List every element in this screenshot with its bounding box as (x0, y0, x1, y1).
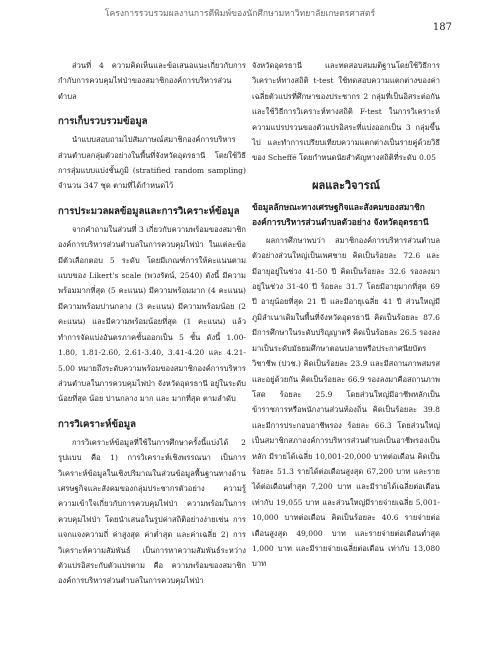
data-collection-paragraph: นำแบบสอบถามไปสัมภาษณ์สมาชิกองค์การบริหารส่วนตำบลกลุ่มตัวอย่างในพื้นที่จังหวัดอุดรธานี โดยใช้วิธีการสุ่มแบบแบ่งชั้นภูมิ (stratified random sampling) จำนวน 347 ชุด ตามที่ได้กำหนดไว้ (58, 135, 246, 191)
left-column (58, 58, 246, 593)
analysis-continued-paragraph: จังหวัดอุดรธานี และทดสอบสมมติฐานโดยใช้วิธีการวิเคราะห์ทางสถิติ t-test ใช้ทดสอบความแตกต่างของค่าเฉลี่ยตัวแปรที่ศึกษาของประชากร 2 กลุ่มที่เป็นอิสระต่อกัน และใช้วิธีการวิเคราะห์ทางสถิติ F-test ในการวิเคราะห์ความแปรปรวนของตัวแปรอิสระที่แบ่งออกเป็น 3 กลุ่มขึ้นไป และทำการเปรียบเทียบความแตกต่างเป็นรายคู่ด้วยวิธีของ Scheffé โดยกำหนดนัยสำคัญทางสถิติที่ระดับ 0.05 (252, 61, 440, 163)
section-heading-data-processing: การประมวลผลข้อมูลและการวิเคราะห์ข้อมูล (58, 205, 240, 217)
running-header: โครงการรวบรวมผลงานการตีพิมพ์ของนักศึกษามหาวิทยาลัยเกษตรศาสตร์ (104, 9, 376, 19)
section-heading-data-analysis: การวิเคราะห์ข้อมูล (58, 418, 136, 430)
subsection-heading-socioeconomic: ข้อมูลลักษณะทางเศรษฐกิจและสังคมของสมาชิกองค์การบริหารส่วนตำบลตัวอย่าง จังหวัดอุดรธานี (252, 201, 429, 227)
data-processing-paragraph: จากคำถามในส่วนที่ 3 เกี่ยวกับความพร้อมของสมาชิกองค์การบริหารส่วนตำบลในการควบคุมไฟป่า ในแต่ละข้อมีตัวเลือกตอบ 5 ระดับ โดยมีเกณฑ์การให้คะแนนตามแบบของ Likert's scale (พวงรัตน์, 2540) ดังนี้ มีความพร้อมมากที่สุด (5 คะแนน) มีความพร้อมมาก (4 คะแนน) มีความพร้อมปานกลาง (3 คะแนน) มีความพร้อมน้อย (2 คะแนน) และมีความพร้อมน้อยที่สุด (1 คะแนน) แล้วทำการจัดแบ่งอันตรภาคชั้นออกเป็น 5 ชั้น ดังนี้ 1.00-1.80, 1.81-2.60, 2.61-3.40, 3.41-4.20 และ 4.21-5.00 หมายถึงระดับความพร้อมของสมาชิกองค์การบริหารส่วนตำบลในการควบคุมไฟป่า จังหวัดอุดรธานี อยู่ในระดับน้อยที่สุด น้อย ปานกลาง มาก และ มากที่สุด ตามลำดับ (58, 224, 246, 404)
section-heading-data-collection: การเก็บรวบรวมข้อมูล (58, 116, 148, 128)
page-number: 187 (432, 22, 452, 33)
results-heading: ผลและวิจารณ์ (312, 178, 380, 192)
data-analysis-paragraph: การวิเคราะห์ข้อมูลที่ใช้ในการศึกษาครั้งนี้แบ่งได้ 2 รูปแบบ คือ 1) การวิเคราะห์เชิงพรรณนา เป็นการวิเคราะห์ข้อมูลในเชิงปริมาณในส่วนข้อมูลพื้นฐานทางด้านเศรษฐกิจและสังคมของกลุ่มประชากรตัวอย่าง ความรู้ความเข้าใจเกี่ยวกับการควบคุมไฟป่า ความพร้อมในการควบคุมไฟป่า โดยนำเสนอในรูปค่าสถิติอย่างง่ายเช่น การแจกแจงความถี่ ค่าสูงสุด ค่าต่ำสุด และค่าเฉลี่ย 2) การวิเคราะห์ความสัมพันธ์ เป็นการหาความสัมพันธ์ระหว่างตัวแปรอิสระกับตัวแปรตาม คือ ความพร้อมของสมาชิกองค์การบริหารส่วนตำบลในการควบคุมไฟป่า (58, 437, 246, 586)
right-column (252, 58, 440, 576)
intro-paragraph: ส่วนที่ 4 ความคิดเห็นและข้อเสนอแนะเกี่ยวกับการกำกับการควบคุมไฟป่าของสมาชิกองค์การบริหารส่วนตำบล (58, 61, 246, 101)
results-paragraph: ผลการศึกษาพบว่า สมาชิกองค์การบริหารส่วนตำบลตัวอย่างส่วนใหญ่เป็นเพศชาย คิดเป็นร้อยละ 72.6 และมีอายุอยู่ในช่วง 41-50 ปี คิดเป็นร้อยละ 32.6 รองลงมาอยู่ในช่วง 31-40 ปี ร้อยละ 31.7 โดยมีอายุมากที่สุด 69 ปี อายุน้อยที่สุด 21 ปี และมีอายุเฉลี่ย 41 ปี ส่วนใหญ่มีภูมิลำเนาเดิมในพื้นที่จังหวัดอุดรธานี คิดเป็นร้อยละ 87.6 มีการศึกษาในระดับปริญญาตรี คิดเป็นร้อยละ 26.5 รองลงมาเป็นระดับมัธยมศึกษาตอนปลายหรือประกาศนียบัตรวิชาชีพ (ปวช.) คิดเป็นร้อยละ 23.9 และมีสถานภาพสมรสและอยู่ด้วยกัน คิดเป็นร้อยละ 66.9 รองลงมาคือสถานภาพโสด ร้อยละ 25.9 โดยส่วนใหญ่มีอาชีพหลักเป็นข้าราชการหรือพนักงานส่วนท้องถิ่น คิดเป็นร้อยละ 39.8 และมีการประกอบอาชีพรอง ร้อยละ 66.3 โดยส่วนใหญ่เป็นสมาชิกสภาองค์การบริหารส่วนตำบลเป็นอาชีพรองเป็นหลัก มีรายได้เฉลี่ย 10,001-20,000 บาทต่อเดือน คิดเป็นร้อยละ 51.3 รายได้ต่อเดือนสูงสุด 67,200 บาท และรายได้ต่อเดือนต่ำสุด 7,200 บาท และมีรายได้เฉลี่ยต่อเดือน เท่ากับ 19,055 บาท และส่วนใหญ่มีรายจ่ายเฉลี่ย 5,001-10,000 บาทต่อเดือน คิดเป็นร้อยละ 40.6 รายจ่ายต่อเดือนสูงสุด 49,000 บาท และรายจ่ายต่อเดือนต่ำสุด 1,000 บาท และมีรายจ่ายเฉลี่ยต่อเดือน เท่ากับ 13,080 บาท (252, 235, 441, 569)
